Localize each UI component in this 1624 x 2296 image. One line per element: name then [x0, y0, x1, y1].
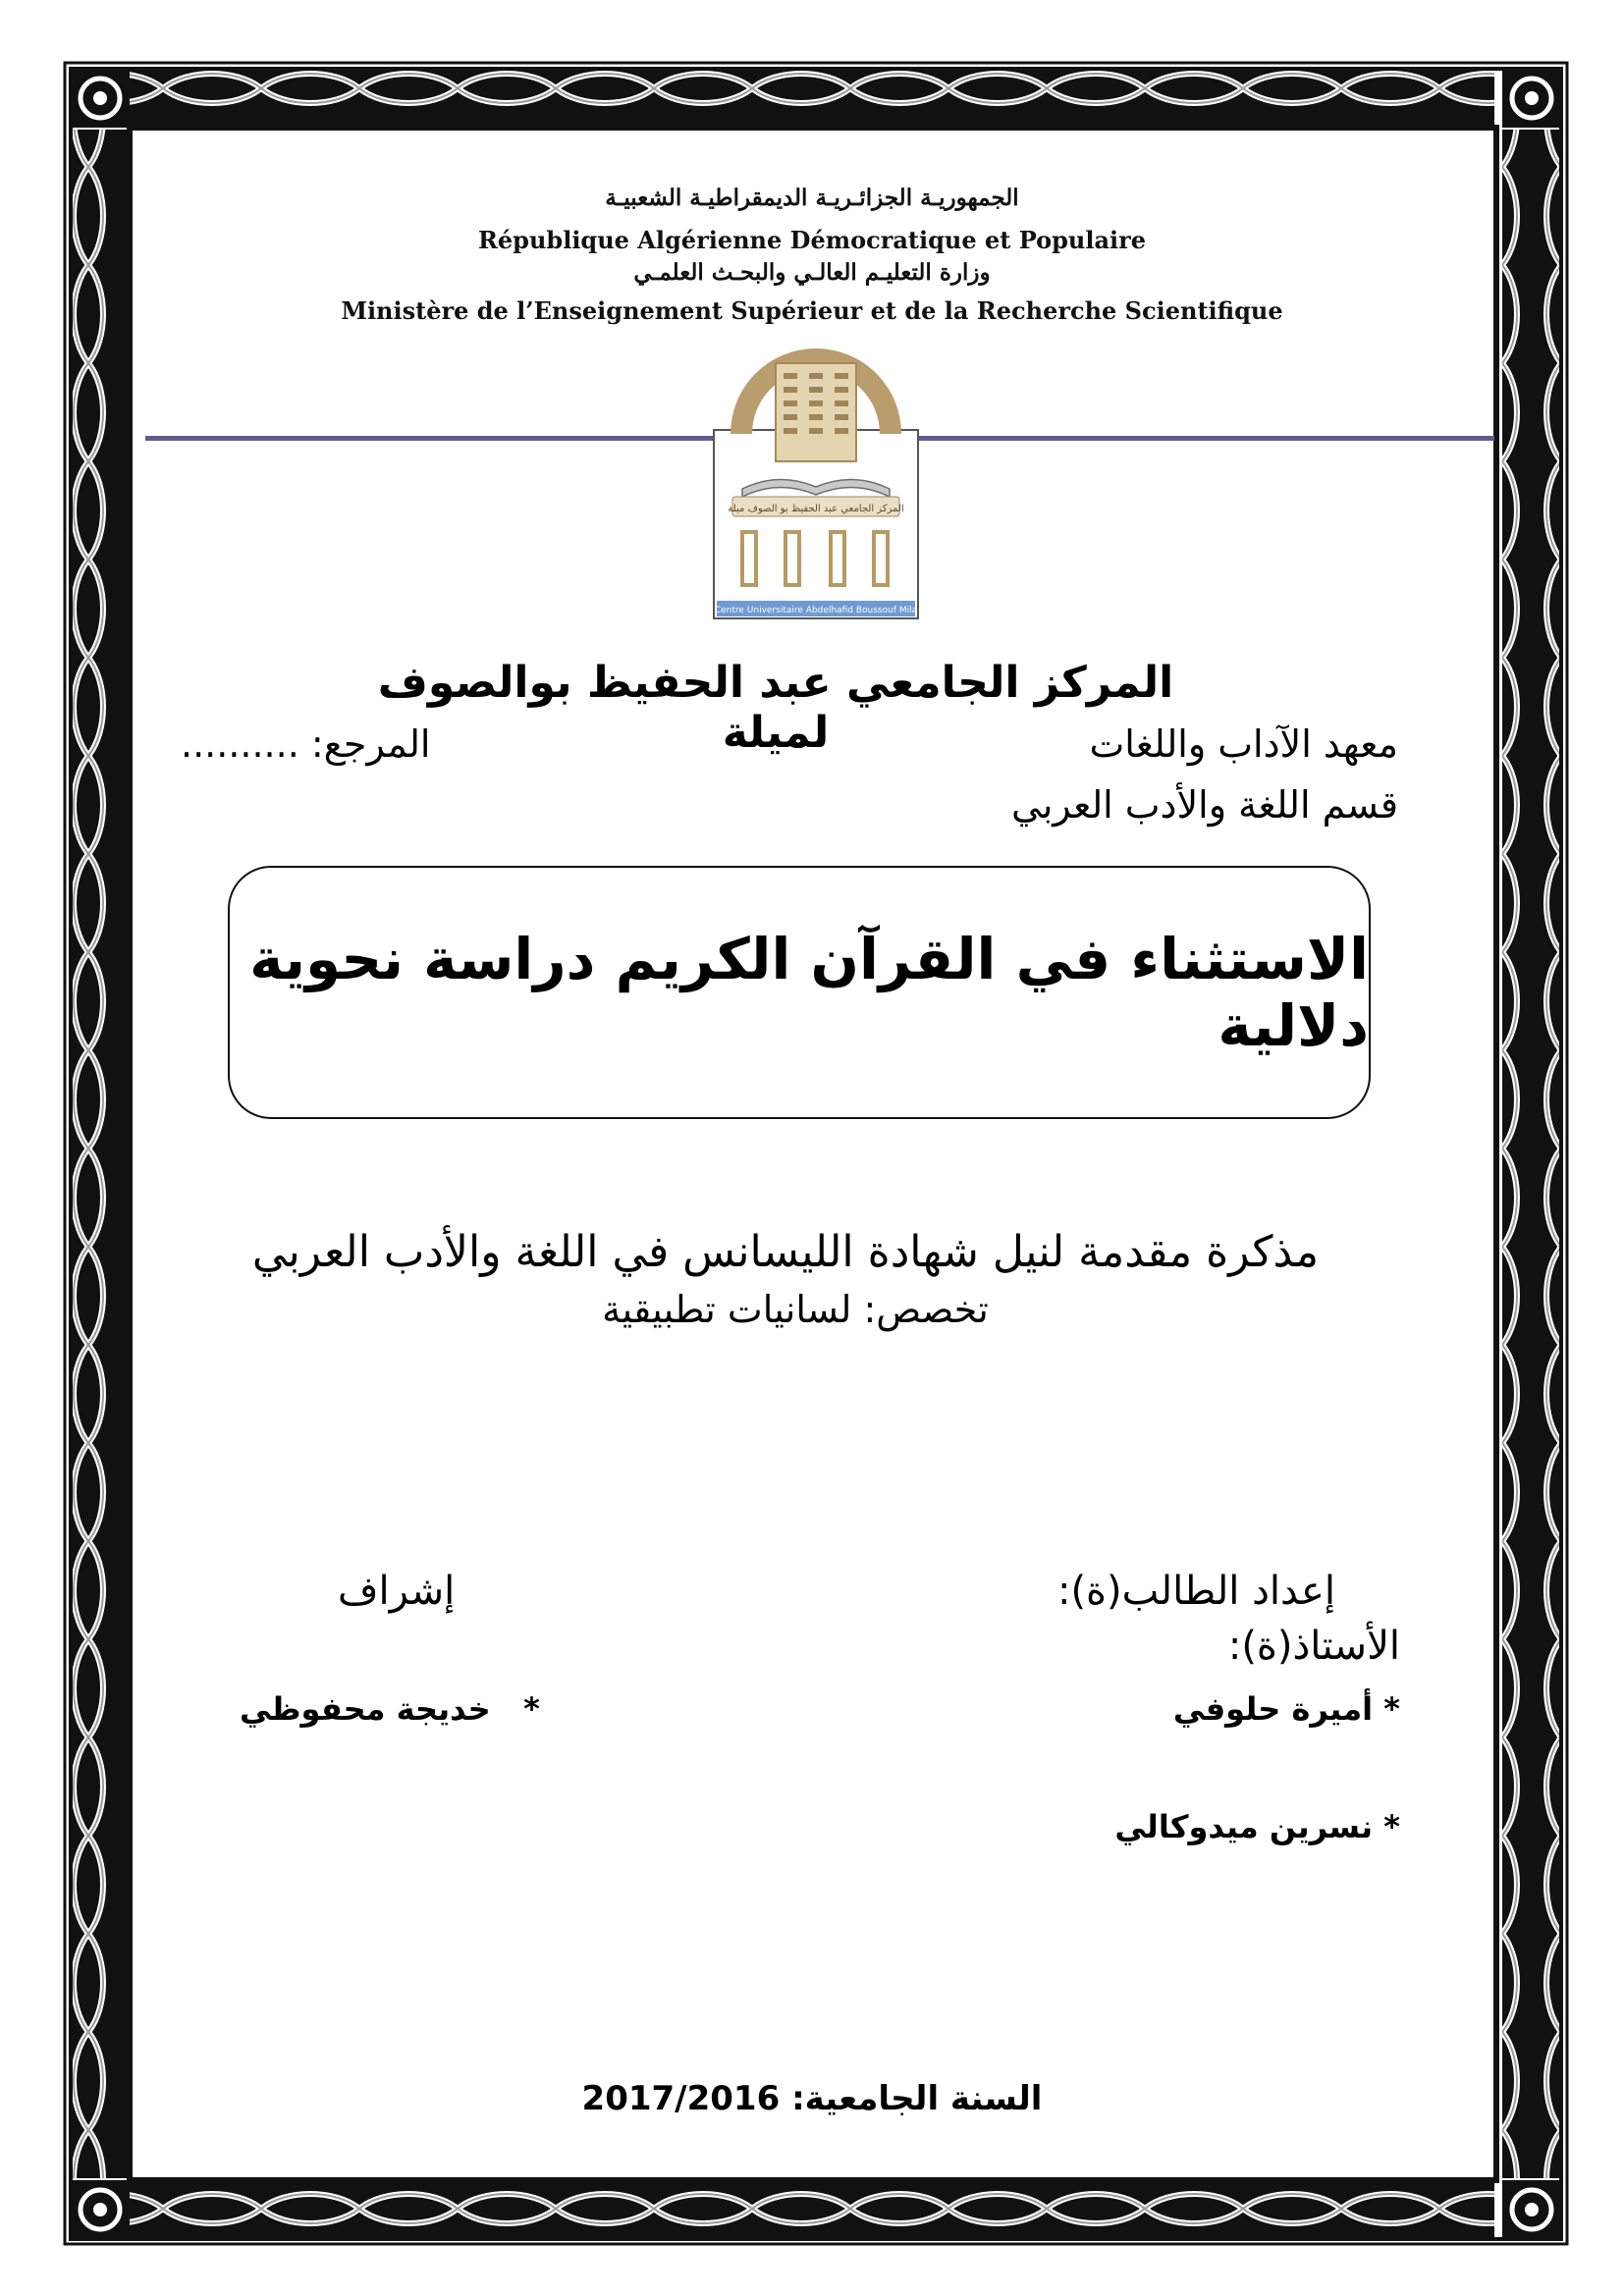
supervisor-title-label: الأستاذ(ة): — [1227, 1624, 1400, 1669]
supervisor-label: إشراف — [338, 1569, 456, 1614]
department-name: قسم اللغة والأدب العربي — [1011, 783, 1398, 827]
header-rule-left — [145, 436, 715, 441]
reference-number: المرجع: .......... — [181, 722, 431, 766]
academic-year: السنة الجامعية: 2017/2016 — [581, 2079, 1043, 2118]
university-logo — [713, 324, 919, 620]
students-label: إعداد الطالب(ة): — [1056, 1569, 1335, 1614]
supervisor-name: * خديجة محفوظي — [240, 1690, 540, 1728]
student-name: * أميرة حلوفي — [1172, 1690, 1400, 1728]
republic-french: République Algérienne Démocratique et Populaire — [477, 226, 1147, 254]
center-name: المركز الجامعي عبد الحفيظ بوالصوف لميلة — [377, 658, 1174, 758]
thesis-title: الاستثناء في القرآن الكريم دراسة نحوية دلالية — [249, 926, 1369, 1059]
svg-text:Centre Universitaire Abdelhafi: Centre Universitaire Abdelhafid Boussouf Mila — [714, 606, 918, 615]
institute-name: معهد الآداب واللغات — [1089, 722, 1398, 766]
republic-arabic: الجمهوريـة الجزائـريـة الديمقراطيـة الشعبيـة — [605, 185, 1019, 211]
ministry-arabic: وزارة التعليـم العالـي والبحـث العلمـي — [633, 259, 991, 286]
student-name: * نسرين ميدوكالي — [1114, 1808, 1400, 1845]
header-rule-right — [919, 436, 1494, 441]
ministry-french: Ministère de l’Enseignement Supérieur et de la Recherche Scientifique — [341, 296, 1283, 325]
thesis-specialty: تخصص: لسانيات تطبيقية — [602, 1288, 989, 1331]
thesis-title-box — [228, 866, 1371, 1119]
svg-text:المركز الجامعي عبد الحفيظ بو ا: المركز الجامعي عبد الحفيظ بو الصوف ميلة — [728, 504, 904, 514]
thesis-purpose: مذكرة مقدمة لنيل شهادة الليسانس في اللغة والأدب العربي — [251, 1227, 1320, 1277]
